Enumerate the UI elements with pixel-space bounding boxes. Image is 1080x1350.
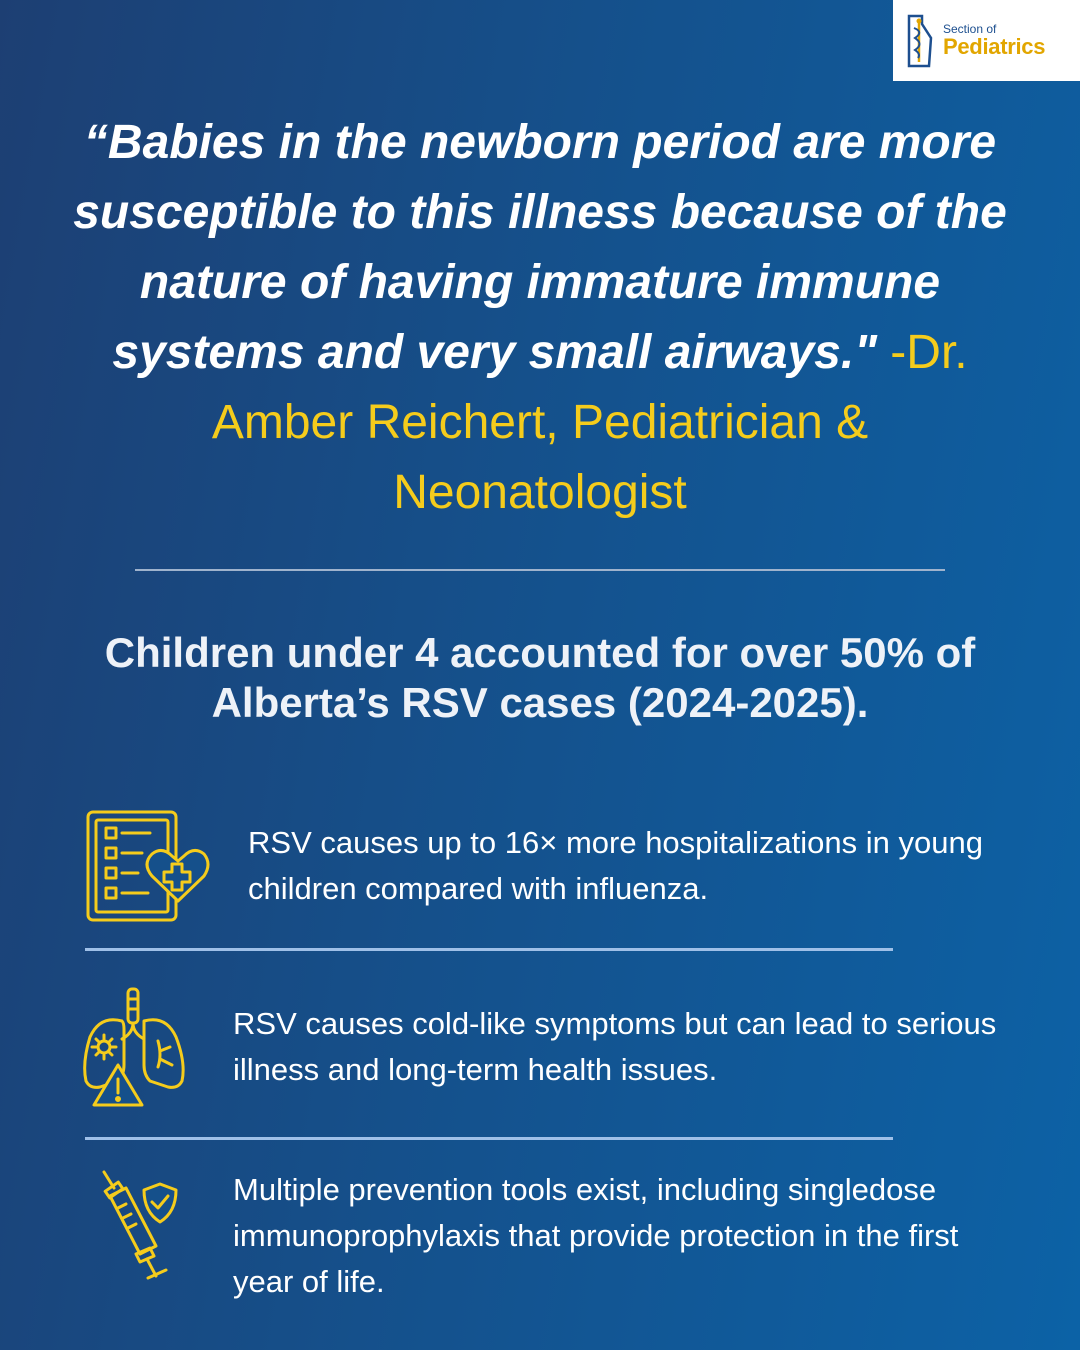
logo-line-2: Pediatrics: [943, 34, 1046, 59]
syringe-shield-icon: [92, 1168, 182, 1283]
alberta-caduceus-icon: [905, 12, 935, 70]
divider: [135, 569, 945, 571]
quote-attribution: -Dr. Amber Reichert, Pediatrician & Neonatologist: [211, 326, 968, 519]
lungs-warning-icon: [78, 985, 190, 1110]
quote-text: “Babies in the newborn period are more susceptible to this illness because of the nature of having immature immune systems and very small airways.": [73, 116, 1007, 379]
statistic-headline: Children under 4 accounted for over 50% of Alberta’s RSV cases (2024-2025).: [104, 629, 976, 726]
divider: [85, 1137, 893, 1140]
fact-prevention: Multiple prevention tools exist, including singledose immunoprophylaxis that provide protection in the first year of life.: [233, 1172, 959, 1299]
quote-block: [60, 108, 1020, 528]
logo-line-1: Section of: [943, 22, 997, 36]
clipboard-heart-icon: [80, 806, 210, 924]
fact-symptoms: RSV causes cold-like symptoms but can lead to serious illness and long-term health issues.: [233, 1006, 997, 1087]
divider: [85, 948, 893, 951]
fact-hospitalizations: RSV causes up to 16× more hospitalizations in young children compared with influenza.: [248, 825, 983, 906]
section-of-pediatrics-logo: [893, 0, 1080, 81]
